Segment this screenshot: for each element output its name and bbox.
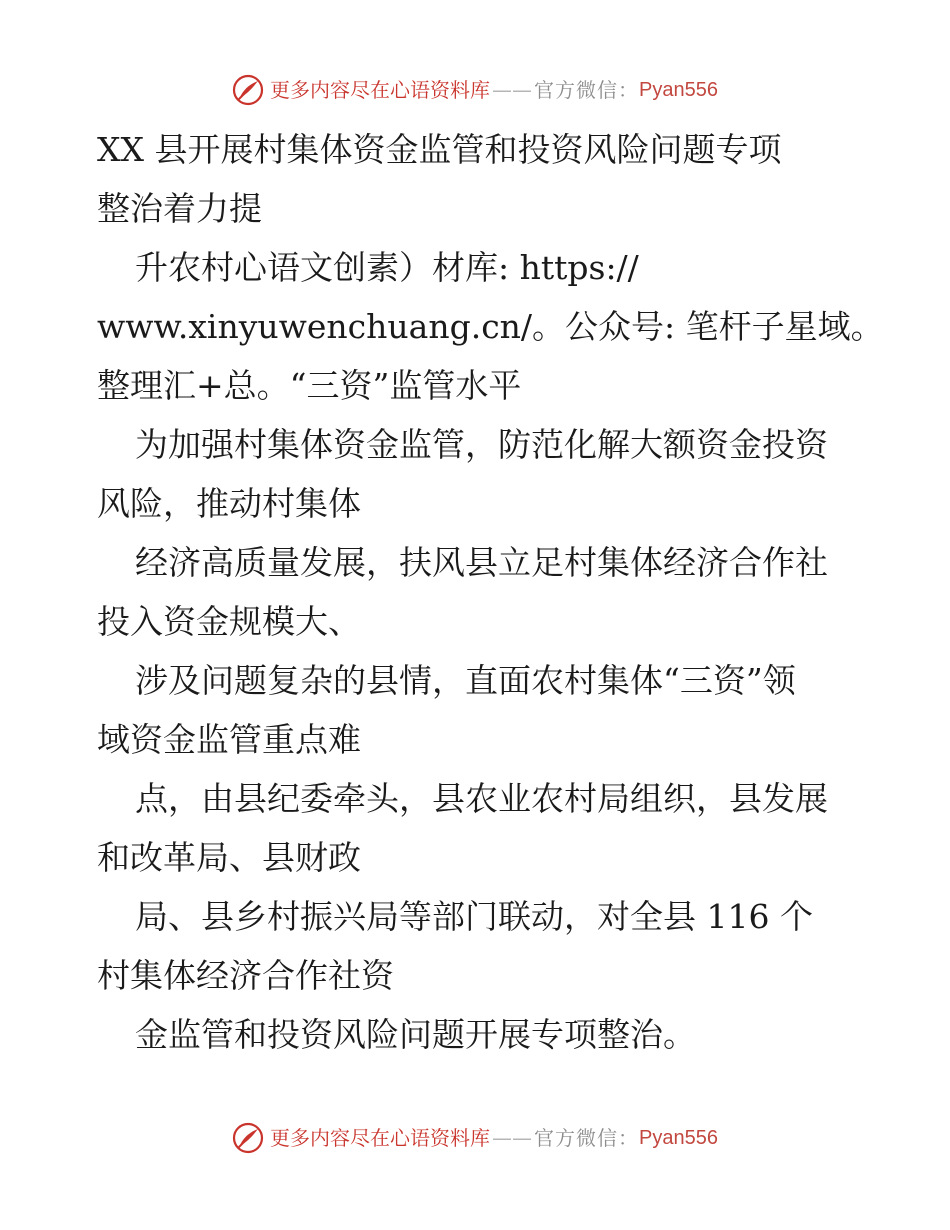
quill-pen-logo-icon bbox=[232, 1122, 264, 1154]
paragraph-line: 和改革局、县财政 bbox=[97, 838, 361, 877]
paragraph-line: www.xinyuwenchuang.cn/。公众号: 笔杆子星域。 bbox=[97, 307, 884, 346]
banner-wechat-label: 官方微信： bbox=[534, 1126, 640, 1150]
paragraph-line: 村集体经济合作社资 bbox=[97, 956, 394, 995]
paragraph-line: 升农村心语文创素）材库: https:// bbox=[135, 248, 639, 287]
banner-separator: —— bbox=[492, 78, 533, 102]
paragraph-line: 经济高质量发展，扶风县立足村集体经济合作社 bbox=[135, 543, 828, 582]
paragraph-line: 点，由县纪委牵头，县农业农村局组织，县发展 bbox=[135, 779, 828, 818]
document-body bbox=[97, 120, 884, 1064]
title-line-2: 整治着力提 bbox=[97, 189, 262, 228]
paragraph-line: 为加强村集体资金监管，防范化解大额资金投资 bbox=[135, 425, 828, 464]
paragraph-line: 域资金监管重点难 bbox=[97, 720, 361, 759]
paragraph-line: 涉及问题复杂的县情，直面农村集体“三资”领 bbox=[135, 661, 796, 700]
header-watermark-banner bbox=[0, 70, 950, 110]
banner-text: 更多内容尽在心语资料库 bbox=[270, 1126, 491, 1150]
banner-separator: —— bbox=[492, 1126, 533, 1150]
paragraph-line: 金监管和投资风险问题开展专项整治。 bbox=[135, 1015, 696, 1054]
paragraph-line: 风险，推动村集体 bbox=[97, 484, 361, 523]
banner-text: 更多内容尽在心语资料库 bbox=[270, 78, 491, 102]
paragraph-line: 整理汇+总。“三资”监管水平 bbox=[97, 366, 522, 405]
paragraph-line: 投入资金规模大、 bbox=[97, 602, 361, 641]
banner-wechat-id: Pyan556 bbox=[639, 79, 718, 101]
quill-pen-logo-icon bbox=[232, 74, 264, 106]
footer-watermark-banner bbox=[0, 1118, 950, 1158]
banner-wechat-id: Pyan556 bbox=[639, 1127, 718, 1149]
banner-wechat-label: 官方微信： bbox=[534, 78, 640, 102]
title-line-1: XX 县开展村集体资金监管和投资风险问题专项 bbox=[97, 130, 782, 169]
paragraph-line: 局、县乡村振兴局等部门联动，对全县 116 个 bbox=[135, 897, 813, 936]
